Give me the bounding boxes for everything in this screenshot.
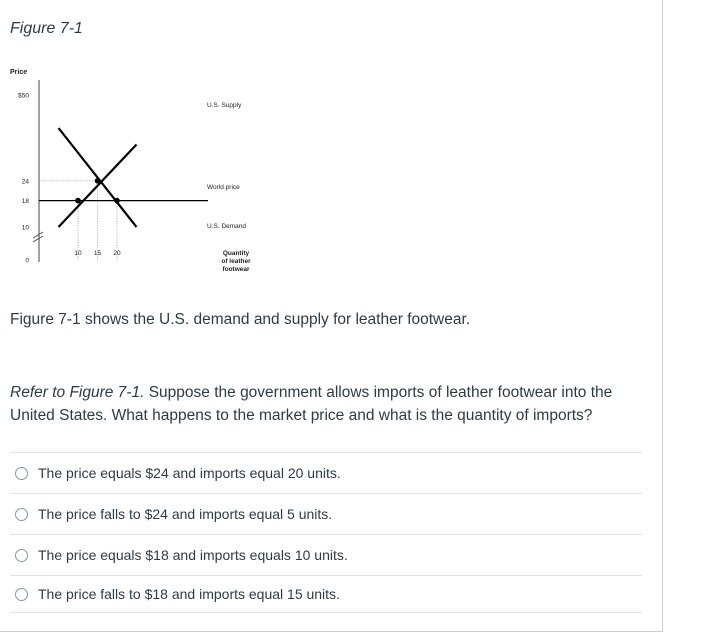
answer-label: The price equals $18 and imports equals 10 units. [38,547,348,563]
question-text [10,381,650,427]
question-body: Suppose the government allows imports of leather footwear into the United States. What happens to the market price and what is the quantity of imports? [10,384,613,424]
figure-description: Figure 7-1 shows the U.S. demand and supply for leather footwear. [10,311,471,328]
x-axis-label: footwear [222,266,250,273]
radio-icon[interactable] [15,467,28,480]
y-tick-label: 0 [25,257,29,265]
answer-option-2[interactable] [10,493,642,534]
series-label: World price [207,184,240,191]
answer-label: The price falls to $24 and imports equal 5 units. [38,506,333,522]
y-tick-label: 24 [21,178,29,186]
answer-option-4[interactable] [10,575,642,613]
y-axis-label: Price [10,69,28,76]
us-supply-line [59,145,137,228]
y-tick-label: $50 [18,92,29,100]
y-tick-label: 10 [21,224,29,232]
x-axis-label: of leather [221,258,251,265]
world-price-point [114,198,120,204]
answer-list [10,452,642,613]
x-axis-label: Quantity [222,250,250,257]
us-demand-line [59,128,137,227]
y-tick-label: 18 [21,198,29,206]
answer-option-3[interactable] [10,534,642,575]
world-price-point [75,198,81,204]
x-tick-label: 15 [93,250,102,257]
series-label: U.S. Demand [207,223,247,230]
figure-title: Figure 7-1 [10,20,83,37]
radio-icon[interactable] [15,508,28,521]
question-figure-reference: Refer to Figure 7-1. [10,384,145,401]
answer-label: The price falls to $18 and imports equal 15 units. [38,586,340,602]
equilibrium-point [95,178,101,184]
radio-icon[interactable] [15,588,28,601]
x-tick-label: 20 [113,250,121,257]
answer-label: The price equals $24 and imports equal 20 units. [38,465,341,481]
axis-break-icon [33,232,43,242]
radio-icon[interactable] [15,549,28,562]
series-label: U.S. Supply [207,102,242,109]
answer-option-1[interactable] [10,452,642,493]
x-tick-label: 10 [74,250,82,257]
supply-demand-chart [0,60,280,290]
